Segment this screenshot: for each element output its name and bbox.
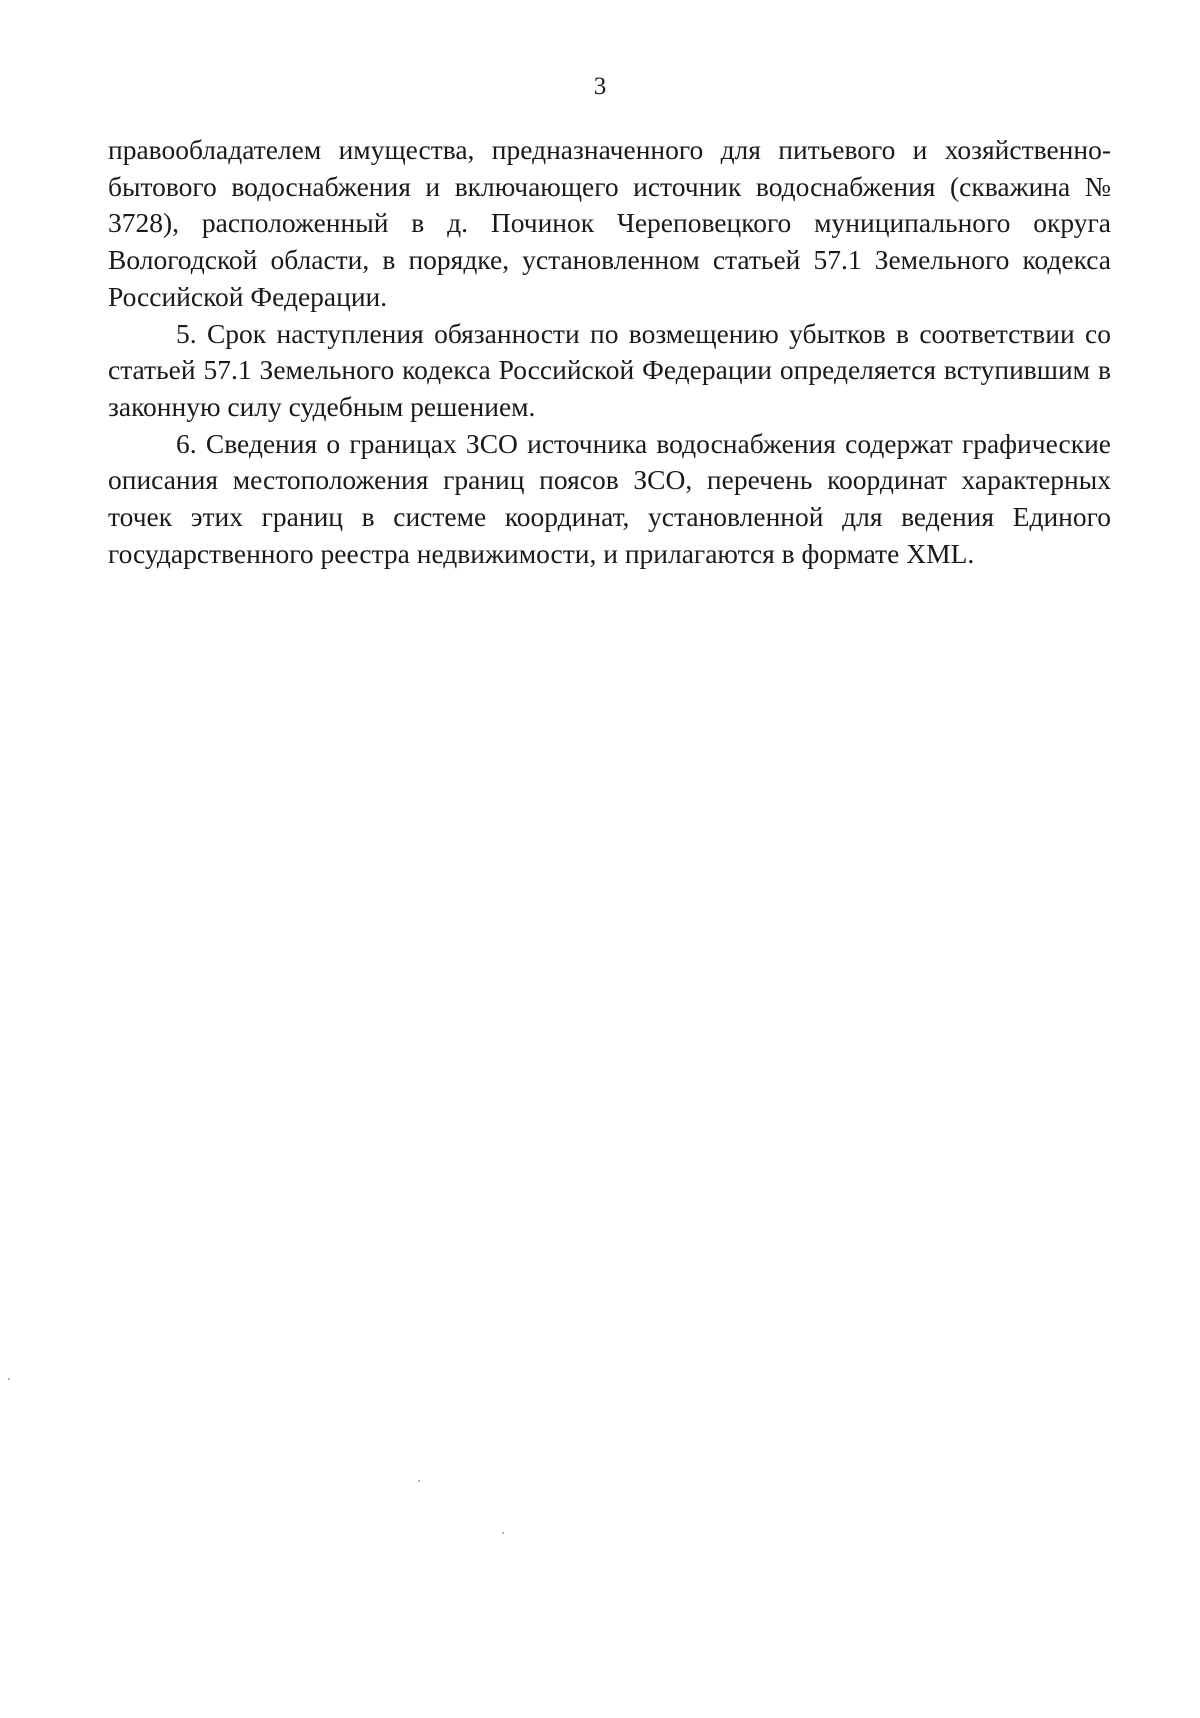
- document-body: [108, 132, 1111, 572]
- scan-speck: [8, 1378, 10, 1380]
- page-number: 3: [593, 73, 607, 100]
- paragraph-6: 6. Сведения о границах ЗСО источника водоснабжения содержат графические описания местоположения границ поясов ЗСО, перечень координат характерных точек этих границ в системе координат, установленной для ведения Единого государственного реестра недвижимости, и прилагаются в формате XML.: [108, 427, 1111, 569]
- paragraph-5: 5. Срок наступления обязанности по возмещению убытков в соответствии со статьей 57.1 Земельного кодекса Российской Федерации определяется вступившим в законную силу судебным решением.: [108, 317, 1111, 422]
- paragraph-continuation: правообладателем имущества, предназначенного для питьевого и хозяйственно-бытового водоснабжения и включающего источник водоснабжения (скважина № 3728), расположенный в д. Починок Череповецкого муниципального округа Вологодской области, в порядке, установленном статьей 57.1 Земельного кодекса Российской Федерации.: [108, 134, 1111, 312]
- scan-speck: [502, 1532, 504, 1534]
- scan-speck: [418, 1480, 420, 1482]
